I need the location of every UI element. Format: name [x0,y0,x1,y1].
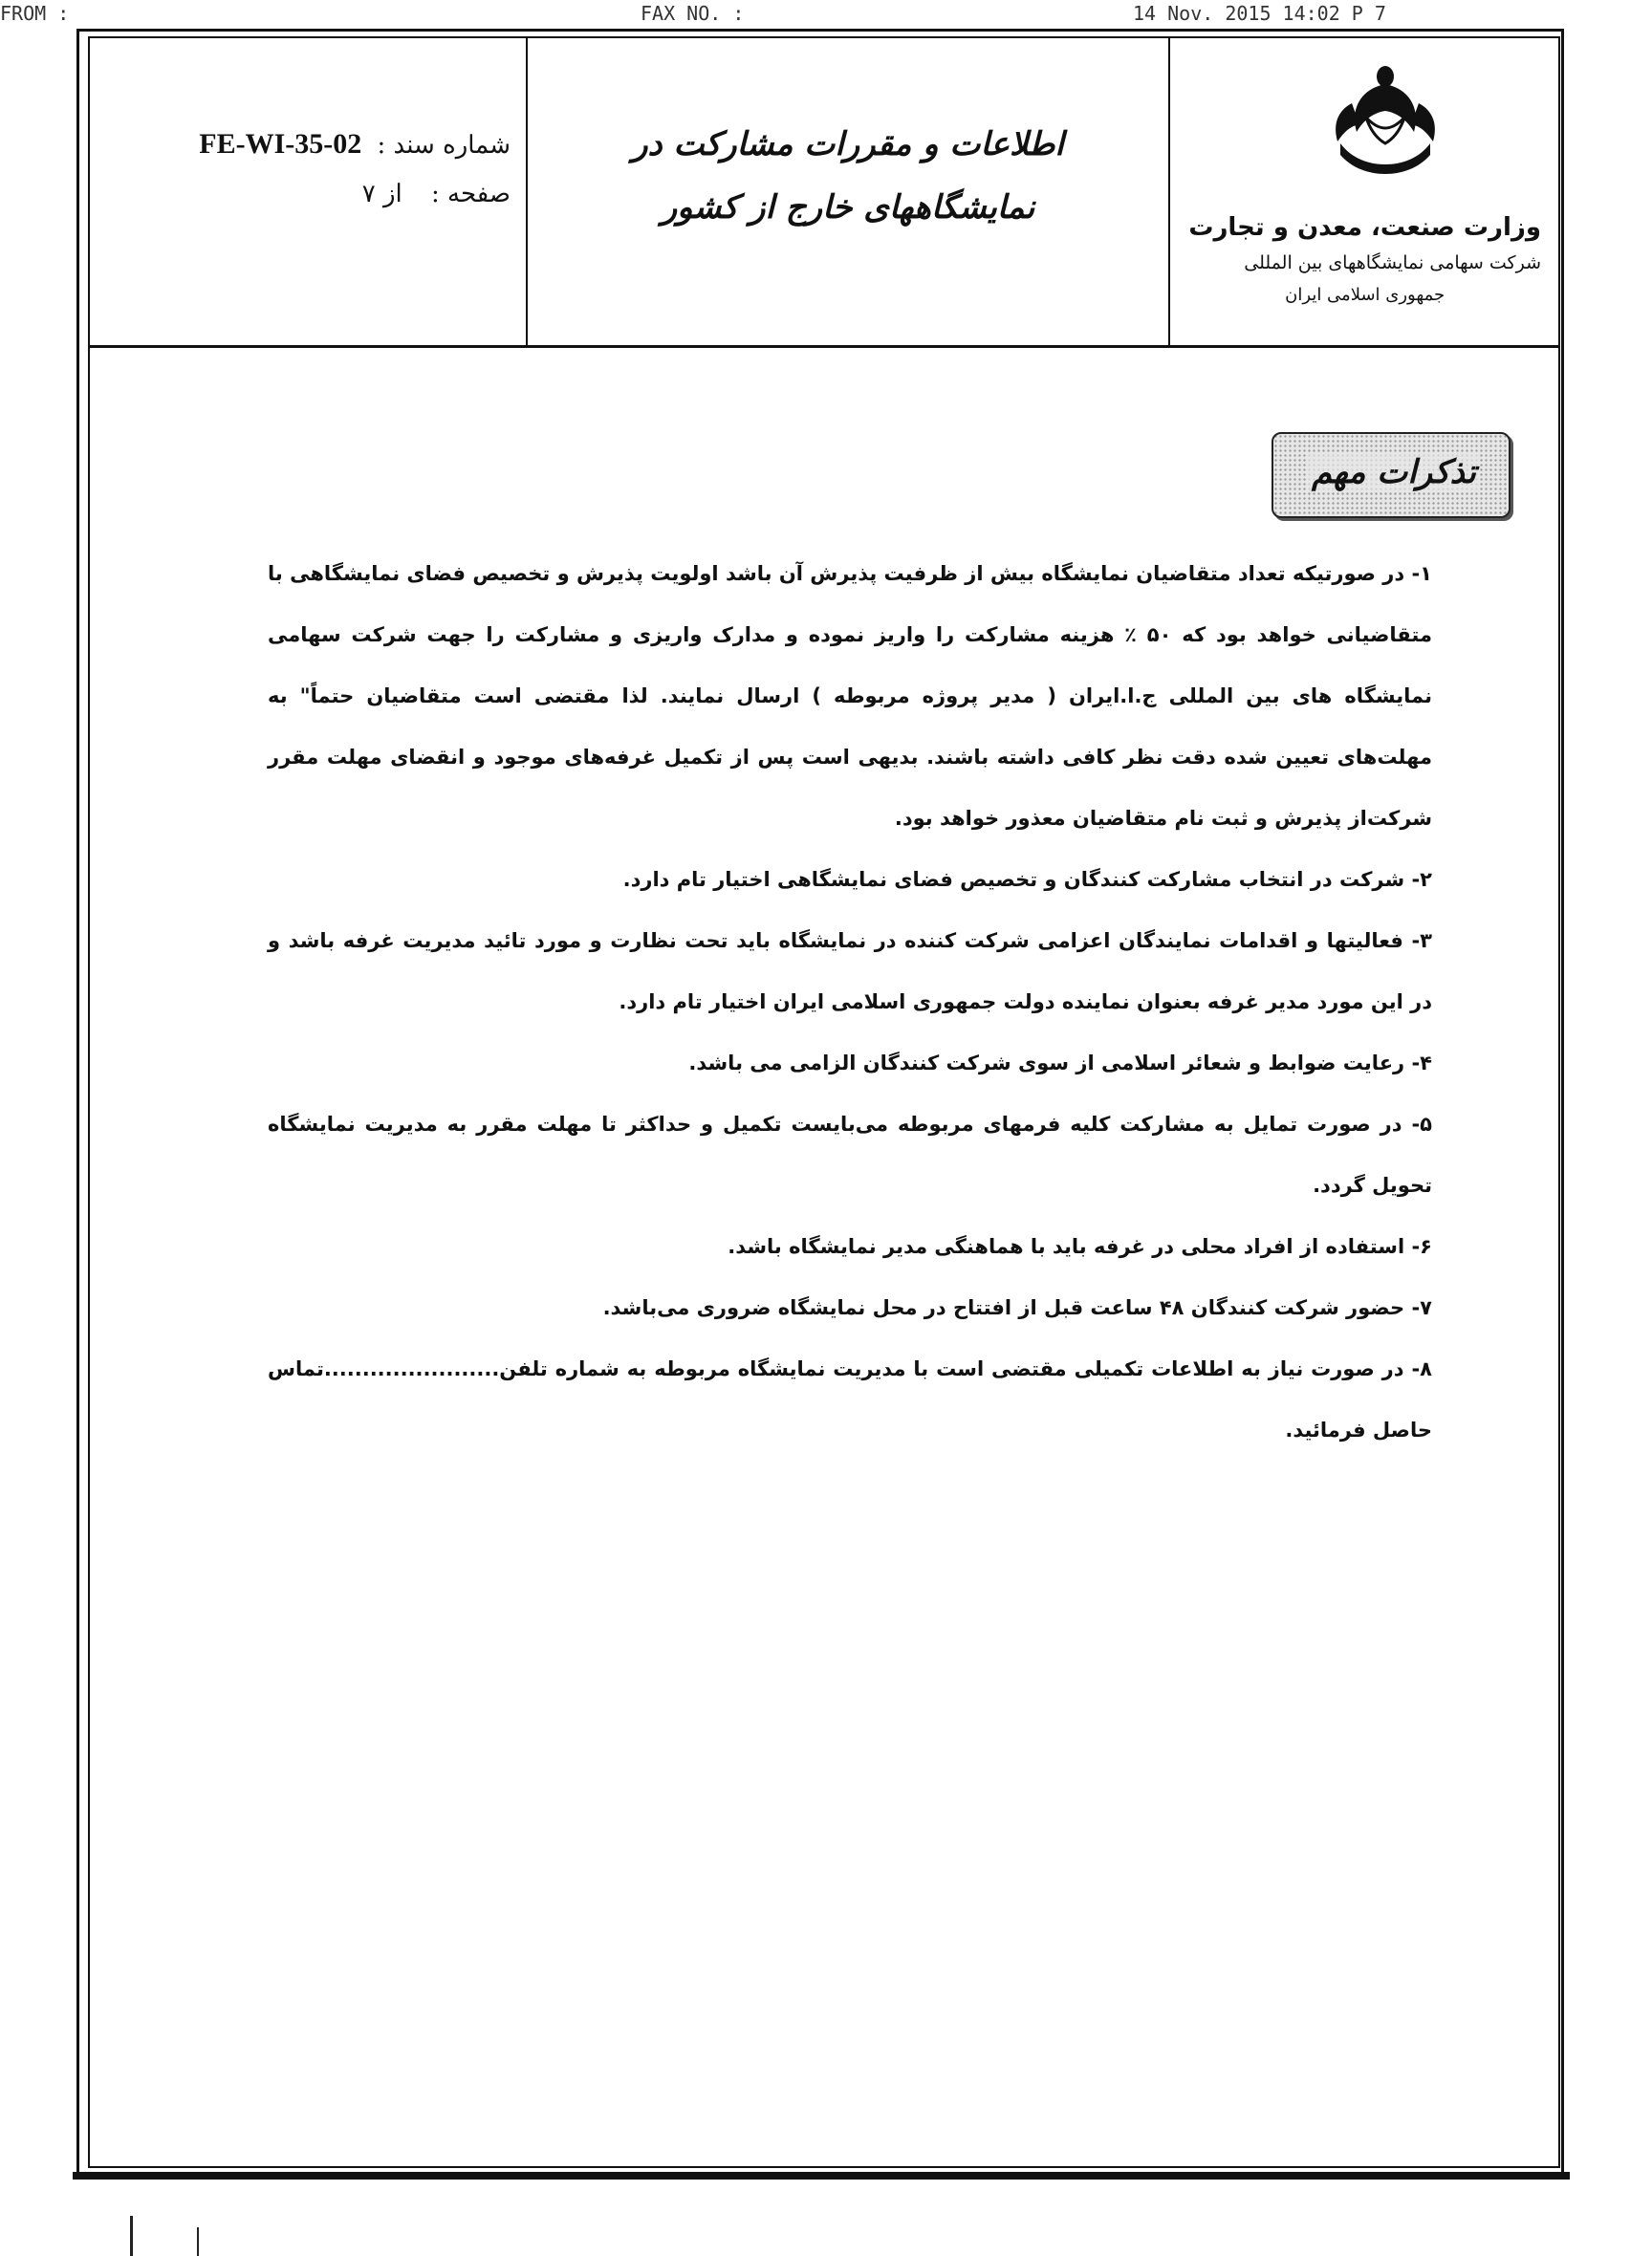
document-number-line [199,128,511,161]
document-number: FE-WI-35-02 [199,128,362,160]
fax-number-label: FAX NO. : [641,2,745,25]
note-item-6: ۶- استفاده از افراد محلی در غرفه باید با هماهنگی مدیر نمایشگاه باشد. [728,1235,1432,1258]
important-notes-badge [1272,432,1511,518]
frame-bottom-shadow [73,2172,1570,2180]
note-item-2: ۲- شرکت در انتخاب مشارکت کنندگان و تخصیص فضای نمایشگاهی اختیار تام دارد. [622,868,1432,891]
document-number-label: شماره سند : [377,131,511,160]
document-header-table [88,36,1560,348]
page-of-total: از ۷ [361,180,402,208]
page-number-line [362,180,511,208]
company-name: شرکت سهامی نمایشگاههای بین المللی [1244,252,1541,273]
note-item-7: ۷- حضور شرکت کنندگان ۴۸ ساعت قبل از افتتاح در محل نمایشگاه ضروری می‌باشد. [602,1296,1432,1319]
organization-cell [1170,36,1560,345]
note-item-1: ۱- در صورتیکه تعداد متقاضیان نمایشگاه بیش از ظرفیت پذیرش آن باشد اولویت پذیرش و تخصیص فضای نمایشگاهی با متقاضیانی خواهد بود که ۵۰ ٪ هزینه مشارکت را واریز نموده و مدارک واریزی و مشارکت را جهت شرکت سهامی نمایشگاه های بین المللی ج.ا.ایران ( مدیر پروژه مربوطه ) ارسال نمایند. لذا مقتضی است متقاضیان حتماً" به مهلت‌های تعیین شده دقت نظر کافی داشته باشند. بدیهی است پس از تکمیل غرفه‌های موجود و انقضای مهلت مقرر شرکت‌از پذیرش و ثبت نام متقاضیان معذور خواهد بود. [268,562,1432,830]
document-title: اطلاعات و مقررات مشارکت در نمایشگاههای خارج از کشور [632,125,1064,227]
scan-margin-mark [130,2216,133,2256]
notes-list [268,543,1432,1461]
ministry-emblem-icon [1323,65,1447,180]
scan-margin-mark [197,2227,199,2256]
organization-block [1188,208,1541,312]
ministry-name: وزارت صنعت، معدن و تجارت [1188,213,1541,242]
fax-transmission-header [0,0,1652,27]
note-item-5: ۵- در صورت تمایل به مشارکت کلیه فرمهای مربوطه می‌بایست تکمیل و حداکثر تا مهلت مقرر به مدیریت نمایشگاه تحویل گردد. [268,1113,1432,1197]
country-name: جمهوری اسلامی ایران [1285,285,1446,305]
page-label: صفحه : [431,180,511,208]
document-number-cell [88,36,528,345]
note-item-4: ۴- رعایت ضوابط و شعائر اسلامی از سوی شرکت کنندگان الزامی می باشد. [688,1052,1432,1074]
fax-from-label: FROM : [0,2,70,25]
note-item-8: ۸- در صورت نیاز به اطلاعات تکمیلی مقتضی است با مدیریت نمایشگاه مربوطه به شماره تلفن.......................تماس حاصل فرمائید. [268,1357,1432,1442]
important-notes-heading: تذکرات مهم [1308,453,1480,491]
document-title-cell [528,36,1170,345]
fax-date: 14 Nov. 2015 14:02 P 7 [1133,2,1386,25]
note-item-3: ۳- فعالیتها و اقدامات نمایندگان اعزامی شرکت کننده در نمایشگاه باید تحت نظارت و مورد تائید مدیریت غرفه باشد و در این مورد مدیر غرفه بعنوان نماینده دولت جمهوری اسلامی ایران اختیار تام دارد. [268,929,1432,1013]
